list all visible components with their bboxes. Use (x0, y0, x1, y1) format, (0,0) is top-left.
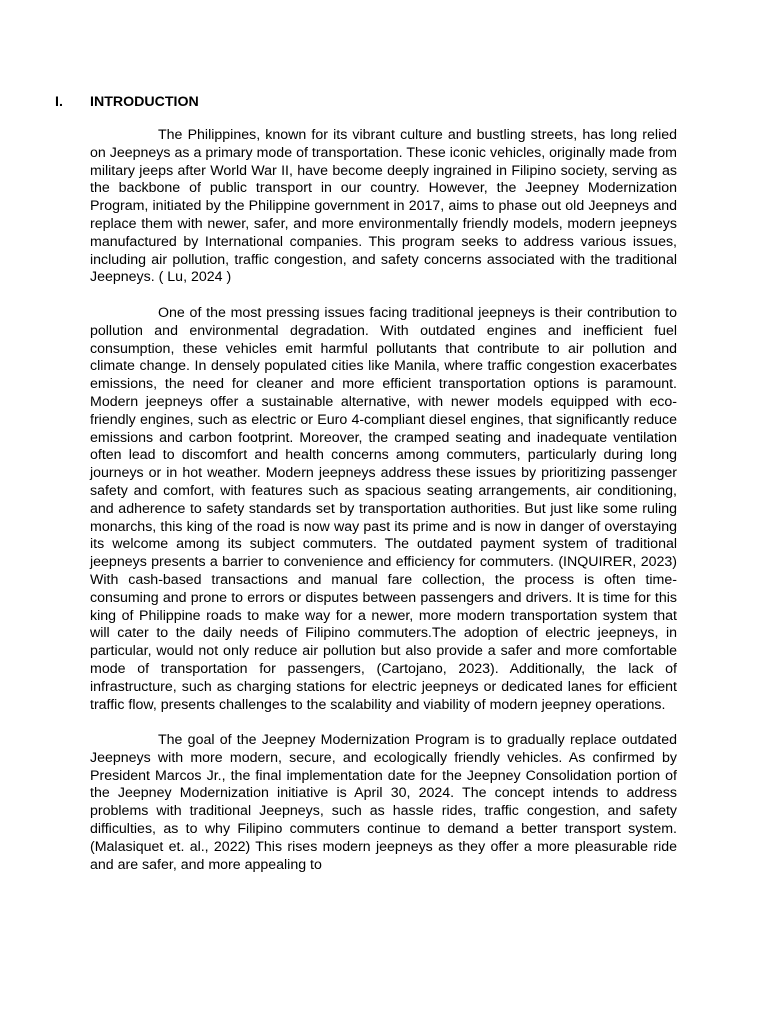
section-title: INTRODUCTION (90, 94, 199, 110)
section-number: I. (55, 94, 63, 110)
paragraph-2: One of the most pressing issues facing traditional jeepneys is their contribution to pollution and environmental degradation. With outdated engines and inefficient fuel consumption, these vehicles emit harmful pollutants that contribute to air pollution and climate change. In densely populated cities like Manila, where traffic congestion exacerbates emissions, the need for cleaner and more efficient transportation options is paramount. Modern jeepneys offer a sustainable alternative, with newer models equipped with eco-friendly engines, such as electric or Euro 4-compliant diesel engines, that significantly reduce emissions and carbon footprint. Moreover, the cramped seating and inadequate ventilation often lead to discomfort and health concerns among commuters, particularly during long journeys or in hot weather. Modern jeepneys address these issues by prioritizing passenger safety and comfort, with features such as spacious seating arrangements, air conditioning, and adherence to safety standards set by transportation authorities. But just like some ruling monarchs, this king of the road is now way past its prime and is now in danger of overstaying its welcome among its subject commuters. The outdated payment system of traditional jeepneys presents a barrier to convenience and efficiency for commuters. (INQUIRER, 2023) With cash-based transactions and manual fare collection, the process is often time-consuming and prone to errors or disputes between passengers and drivers. It is time for this king of Philippine roads to make way for a newer, more modern transportation system that will cater to the daily needs of Filipino commuters.The adoption of electric jeepneys, in particular, would not only reduce air pollution but also provide a safer and more comfortable mode of transportation for passengers, (Cartojano, 2023). Additionally, the lack of infrastructure, such as charging stations for electric jeepneys or dedicated lanes for efficient traffic flow, presents challenges to the scalability and viability of modern jeepney operations. (90, 304, 677, 713)
section-heading (55, 93, 695, 111)
paragraph-1: The Philippines, known for its vibrant culture and bustling streets, has long relied on Jeepneys as a primary mode of transportation. These iconic vehicles, originally made from military jeeps after World War II, have become deeply ingrained in Filipino society, serving as the backbone of public transport in our country. However, the Jeepney Modernization Program, initiated by the Philippine government in 2017, aims to phase out old Jeepneys and replace them with newer, safer, and more environmentally friendly models, modern jeepneys manufactured by International companies. This program seeks to address various issues, including air pollution, traffic congestion, and safety concerns associated with the traditional Jeepneys. ( Lu, 2024 ) (90, 127, 677, 286)
body-text (90, 127, 677, 892)
paragraph-3: The goal of the Jeepney Modernization Program is to gradually replace outdated Jeepneys with more modern, secure, and ecologically friendly vehicles. As confirmed by President Marcos Jr., the final implementation date for the Jeepney Consolidation portion of the Jeepney Modernization initiative is April 30, 2024. The concept intends to address problems with traditional Jeepneys, such as hassle rides, traffic congestion, and safety difficulties, as to why Filipino commuters continue to demand a better transport system. (Malasiquet et. al., 2022) This rises modern jeepneys as they offer a more pleasurable ride and are safer, and more appealing to (90, 732, 677, 873)
